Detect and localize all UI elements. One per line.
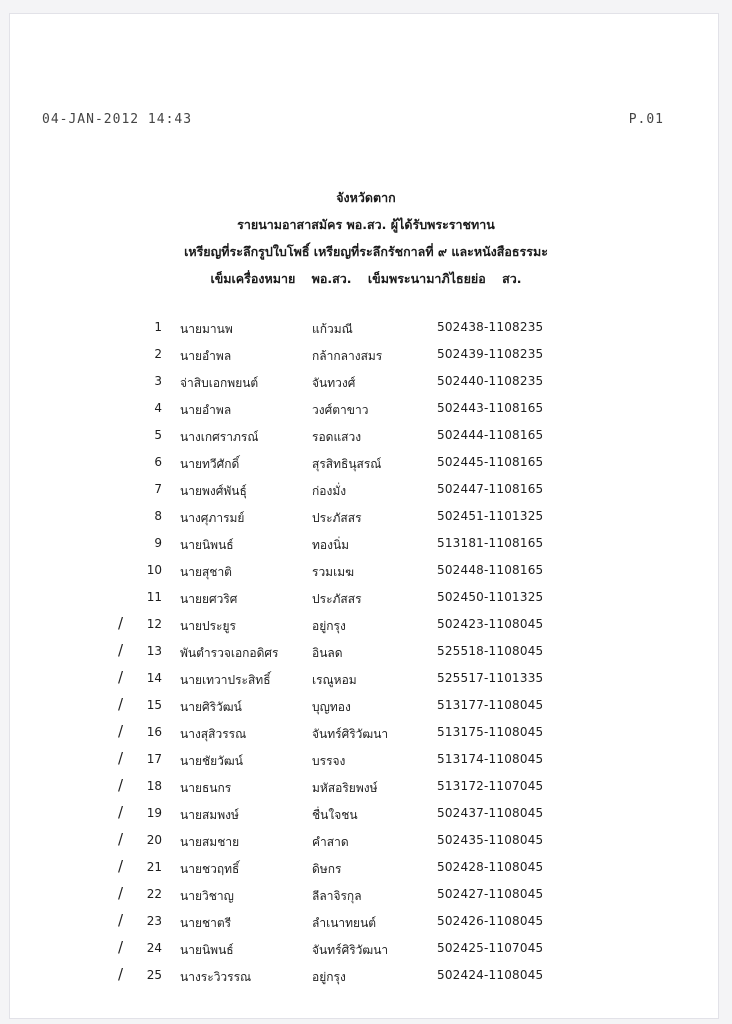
list-item bbox=[0, 723, 732, 750]
member-code: 513175-1108045 bbox=[437, 725, 544, 739]
row-number: 7 bbox=[154, 482, 162, 496]
check-mark: / bbox=[118, 695, 124, 713]
list-item bbox=[0, 534, 732, 561]
member-code: 502439-1108235 bbox=[437, 347, 544, 361]
first-name: นางเกศราภรณ์ bbox=[180, 430, 259, 444]
first-name: นายทวีศักดิ์ bbox=[180, 457, 240, 471]
member-code: 502427-1108045 bbox=[437, 887, 544, 901]
row-number: 22 bbox=[146, 887, 162, 901]
list-item bbox=[0, 426, 732, 453]
member-code: 502428-1108045 bbox=[437, 860, 544, 874]
check-mark: / bbox=[118, 830, 124, 848]
list-item bbox=[0, 912, 732, 939]
document-title bbox=[0, 184, 732, 292]
check-mark: / bbox=[118, 965, 124, 983]
last-name: เรณูหอม bbox=[312, 673, 357, 687]
row-number: 25 bbox=[146, 968, 162, 982]
check-mark: / bbox=[118, 614, 124, 632]
first-name: นายประยูร bbox=[180, 619, 236, 633]
row-number: 18 bbox=[146, 779, 162, 793]
first-name: นายยศวริศ bbox=[180, 592, 238, 606]
row-number: 16 bbox=[146, 725, 162, 739]
list-item bbox=[0, 669, 732, 696]
row-number: 6 bbox=[154, 455, 162, 469]
last-name: จันทร์ศิริวัฒนา bbox=[312, 727, 389, 741]
check-mark: / bbox=[118, 857, 124, 875]
row-number: 23 bbox=[146, 914, 162, 928]
row-number: 3 bbox=[154, 374, 162, 388]
first-name: นายนิพนธ์ bbox=[180, 943, 234, 957]
member-code: 502437-1108045 bbox=[437, 806, 544, 820]
last-name: สุรสิทธินุสรณ์ bbox=[312, 457, 382, 471]
last-name: อยู่กรุง bbox=[312, 619, 346, 633]
member-code: 502424-1108045 bbox=[437, 968, 544, 982]
title-volunteers: รายนามอาสาสมัคร พอ.สว. ผู้ได้รับพระราชทาน bbox=[237, 217, 495, 232]
member-code: 525517-1101335 bbox=[437, 671, 544, 685]
check-mark: / bbox=[118, 776, 124, 794]
member-code: 513174-1108045 bbox=[437, 752, 544, 766]
list-item bbox=[0, 939, 732, 966]
first-name: นายชาตรี bbox=[180, 916, 232, 930]
fax-page-number: P.01 bbox=[628, 112, 664, 127]
last-name: อินลด bbox=[312, 646, 343, 660]
last-name: มหัสอริยพงษ์ bbox=[312, 781, 378, 795]
last-name: ประภัสสร bbox=[312, 592, 362, 606]
row-number: 21 bbox=[146, 860, 162, 874]
title-province: จังหวัดตาก bbox=[336, 190, 396, 205]
first-name: นายชวฤทธิ์ bbox=[180, 862, 240, 876]
first-name: นายอำพล bbox=[180, 403, 232, 417]
member-code: 502450-1101325 bbox=[437, 590, 544, 604]
list-item bbox=[0, 777, 732, 804]
list-item bbox=[0, 318, 732, 345]
row-number: 24 bbox=[146, 941, 162, 955]
last-name: ประภัสสร bbox=[312, 511, 362, 525]
first-name: พันตำรวจเอกอดิศร bbox=[180, 646, 279, 660]
list-item bbox=[0, 858, 732, 885]
row-number: 10 bbox=[146, 563, 162, 577]
list-item bbox=[0, 372, 732, 399]
row-number: 17 bbox=[146, 752, 162, 766]
member-code: 502438-1108235 bbox=[437, 320, 544, 334]
member-code: 513177-1108045 bbox=[437, 698, 544, 712]
check-mark: / bbox=[118, 884, 124, 902]
member-code: 525518-1108045 bbox=[437, 644, 544, 658]
list-item bbox=[0, 399, 732, 426]
member-code: 513181-1108165 bbox=[437, 536, 544, 550]
last-name: รอดแสวง bbox=[312, 430, 362, 444]
first-name: นายพงศ์พันธุ์ bbox=[180, 484, 247, 498]
row-number: 9 bbox=[154, 536, 162, 550]
row-number: 14 bbox=[146, 671, 162, 685]
row-number: 1 bbox=[154, 320, 162, 334]
last-name: ชื่นใจชน bbox=[312, 808, 358, 822]
list-item bbox=[0, 831, 732, 858]
row-number: 12 bbox=[146, 617, 162, 631]
last-name: ทองนิ่ม bbox=[312, 538, 350, 552]
row-number: 2 bbox=[154, 347, 162, 361]
row-number: 5 bbox=[154, 428, 162, 442]
first-name: นางระวิวรรณ bbox=[180, 970, 252, 984]
first-name: จ่าสิบเอกพยนต์ bbox=[180, 376, 259, 390]
last-name: บุญทอง bbox=[312, 700, 351, 714]
last-name: ดิษกร bbox=[312, 862, 342, 876]
member-code: 502440-1108235 bbox=[437, 374, 544, 388]
first-name: นายศิริวัฒน์ bbox=[180, 700, 242, 714]
row-number: 19 bbox=[146, 806, 162, 820]
list-item bbox=[0, 966, 732, 993]
check-mark: / bbox=[118, 641, 124, 659]
list-item bbox=[0, 615, 732, 642]
last-name: บรรจง bbox=[312, 754, 346, 768]
list-item bbox=[0, 696, 732, 723]
member-code: 502444-1108165 bbox=[437, 428, 544, 442]
member-code: 502448-1108165 bbox=[437, 563, 544, 577]
check-mark: / bbox=[118, 803, 124, 821]
member-code: 513172-1107045 bbox=[437, 779, 544, 793]
first-name: นายวิชาญ bbox=[180, 889, 234, 903]
row-number: 8 bbox=[154, 509, 162, 523]
last-name: จันทวงศ์ bbox=[312, 376, 356, 390]
check-mark: / bbox=[118, 911, 124, 929]
first-name: นางศุภารมย์ bbox=[180, 511, 245, 525]
member-code: 502435-1108045 bbox=[437, 833, 544, 847]
list-item bbox=[0, 588, 732, 615]
first-name: นายสมพงษ์ bbox=[180, 808, 239, 822]
list-item bbox=[0, 345, 732, 372]
first-name: นางสุสิวรรณ bbox=[180, 727, 247, 741]
row-number: 15 bbox=[146, 698, 162, 712]
first-name: นายสมชาย bbox=[180, 835, 240, 849]
last-name: รวมเมฆ bbox=[312, 565, 355, 579]
first-name: นายมานพ bbox=[180, 322, 233, 336]
member-code: 502451-1101325 bbox=[437, 509, 544, 523]
first-name: นายอำพล bbox=[180, 349, 232, 363]
first-name: นายสุชาติ bbox=[180, 565, 232, 579]
last-name: แก้วมณี bbox=[312, 322, 353, 336]
list-item bbox=[0, 453, 732, 480]
list-item bbox=[0, 804, 732, 831]
row-number: 13 bbox=[146, 644, 162, 658]
fax-datetime: 04-JAN-2012 14:43 bbox=[42, 112, 193, 127]
title-pins: เข็มเครื่องหมาย พอ.สว. เข็มพระนามาภิไธยย่อ สว. bbox=[210, 271, 522, 286]
check-mark: / bbox=[118, 749, 124, 767]
list-item bbox=[0, 561, 732, 588]
list-item bbox=[0, 750, 732, 777]
list-item bbox=[0, 507, 732, 534]
list-item bbox=[0, 885, 732, 912]
first-name: นายชัยวัฒน์ bbox=[180, 754, 243, 768]
last-name: วงศ์ตาขาว bbox=[312, 403, 369, 417]
last-name: กล้ากลางสมร bbox=[312, 349, 383, 363]
last-name: คำสาด bbox=[312, 835, 349, 849]
last-name: อยู่กรุง bbox=[312, 970, 346, 984]
member-code: 502426-1108045 bbox=[437, 914, 544, 928]
row-number: 4 bbox=[154, 401, 162, 415]
list-item bbox=[0, 642, 732, 669]
check-mark: / bbox=[118, 668, 124, 686]
last-name: ก่องมั่ง bbox=[312, 484, 347, 498]
row-number: 11 bbox=[146, 590, 162, 604]
name-list bbox=[0, 318, 732, 993]
member-code: 502425-1107045 bbox=[437, 941, 544, 955]
member-code: 502445-1108165 bbox=[437, 455, 544, 469]
member-code: 502443-1108165 bbox=[437, 401, 544, 415]
title-medals: เหรียญที่ระลึกรูปใบโพธิ์ เหรียญที่ระลึกรัชกาลที่ ๙ และหนังสือธรรมะ bbox=[184, 244, 548, 259]
last-name: ลำเนาทยนต์ bbox=[312, 916, 377, 930]
check-mark: / bbox=[118, 722, 124, 740]
check-mark: / bbox=[118, 938, 124, 956]
first-name: นายธนกร bbox=[180, 781, 232, 795]
member-code: 502447-1108165 bbox=[437, 482, 544, 496]
row-number: 20 bbox=[146, 833, 162, 847]
last-name: ลีลาจิรกุล bbox=[312, 889, 362, 903]
last-name: จันทร์ศิริวัฒนา bbox=[312, 943, 389, 957]
list-item bbox=[0, 480, 732, 507]
member-code: 502423-1108045 bbox=[437, 617, 544, 631]
first-name: นายนิพนธ์ bbox=[180, 538, 234, 552]
first-name: นายเทวาประสิทธิ์ bbox=[180, 673, 271, 687]
